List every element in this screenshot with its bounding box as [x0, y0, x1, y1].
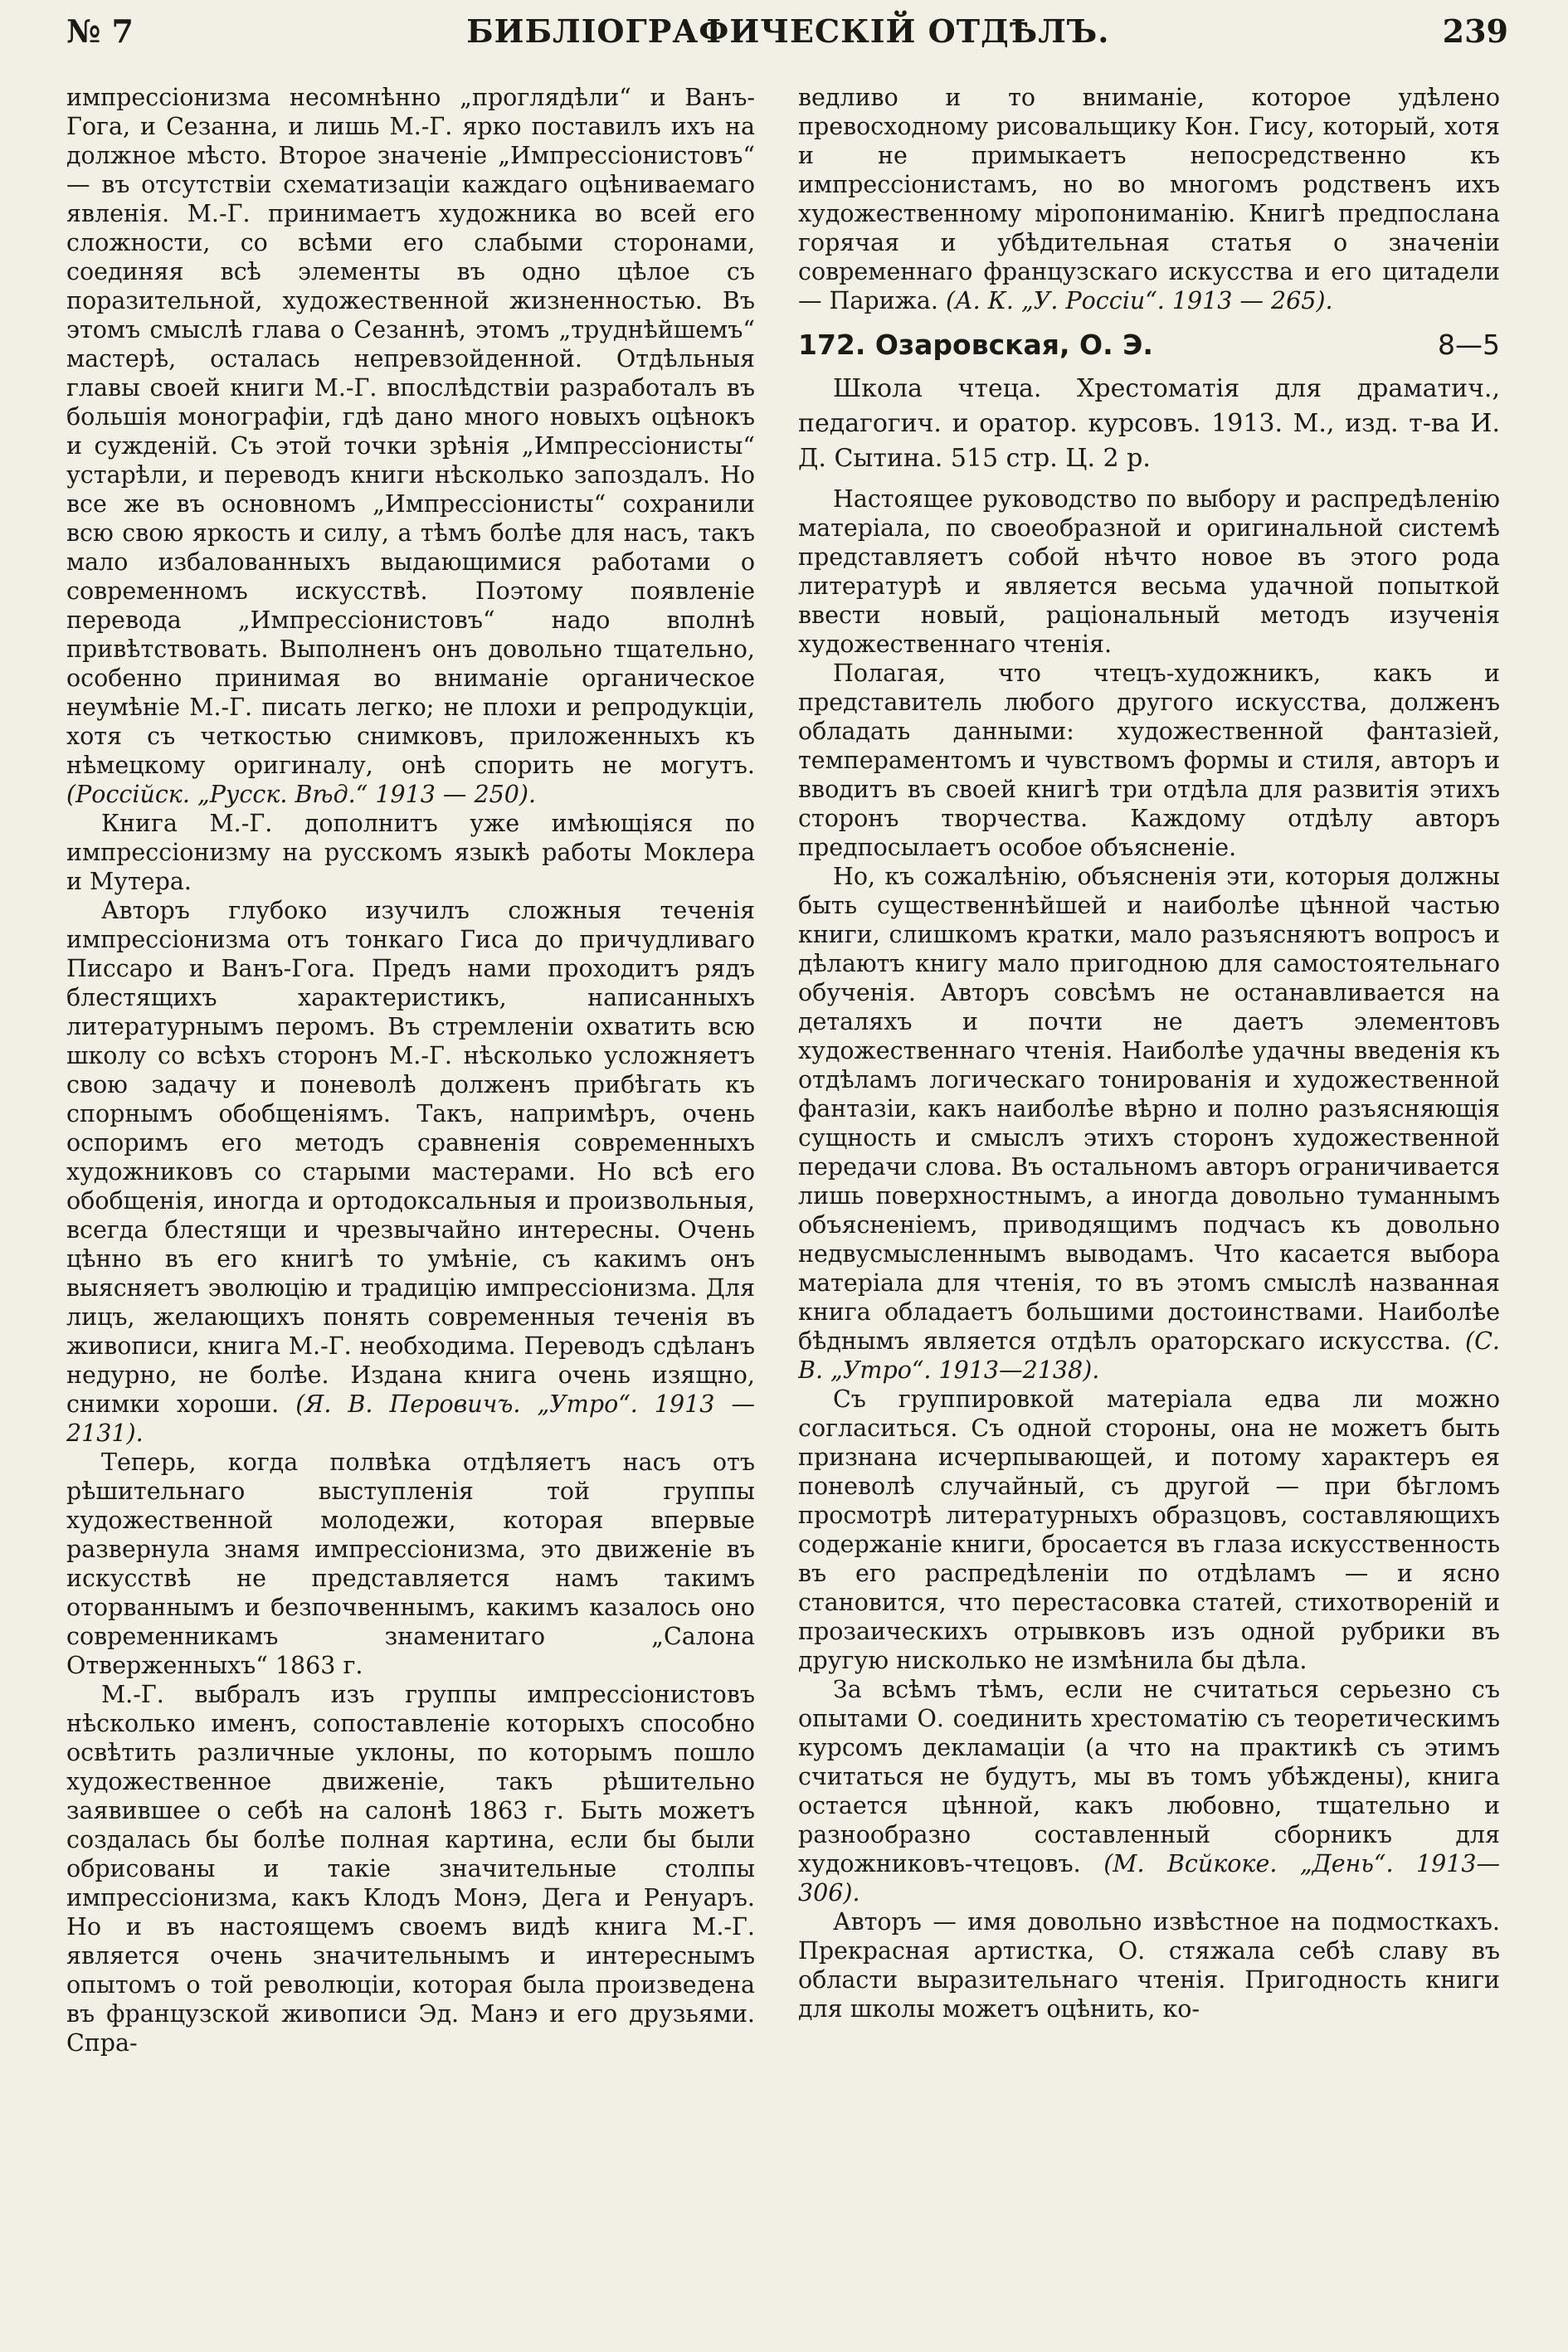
right-column [798, 83, 1500, 2327]
left-column [66, 83, 755, 2327]
section-title: БИБЛІОГРАФИЧЕСКІЙ ОТДѢЛЪ. [466, 12, 1110, 50]
entry-heading [798, 327, 1500, 363]
paragraph: ведливо и то вниманіе, которое удѣлено превосходному рисовальщику Кон. Гису, который, хотя и не примыкаетъ непосредственно къ импрессіонистамъ, но во многомъ родственъ ихъ художественному міропониманію. Книгѣ предпослана горячая и убѣдительная статья о значеніи современнаго французскаго искусства и его цитадели — Парижа. (А. К. „У. Россіи“. 1913 — 265). [798, 84, 1500, 314]
paragraph: Книга М.-Г. дополнитъ уже имѣющіяся по импрессіонизму на русскомъ языкѣ работы Моклера и Мутера. [66, 810, 755, 895]
paragraph: Но, къ сожалѣнію, объясненія эти, которыя должны быть существеннѣйшей и наиболѣе цѣнной частью книги, слишкомъ кратки, мало разъясняютъ вопросъ и дѣлаютъ книгу мало пригодною для самостоятельнаго обученія. Авторъ совсѣмъ не останавливается на деталяхъ и почти не даетъ элементовъ художественнаго чтенія. Наиболѣе удачны введенія къ отдѣламъ логическаго тонированія и художественной фантазіи, какъ наиболѣе вѣрно и полно разъясняющія сущность и смыслъ этихъ сторонъ художественной передачи слова. Въ остальномъ авторъ ограничивается лишь поверхностнымъ, а иногда довольно туманнымъ объясненіемъ, приводящимъ подчасъ къ довольно недвусмысленнымъ выводамъ. Что касается выбора матеріала для чтенія, то въ этомъ смыслѣ названная книга обладаетъ большими достоинствами. Наиболѣе бѣднымъ является отдѣлъ ораторскаго искусства. (С. В. „Утро“. 1913—2138). [798, 863, 1500, 1384]
review-source: (А. К. „У. Россіи“. 1913 — 265). [945, 287, 1333, 314]
review-source: (С. В. „Утро“. 1913—2138). [798, 1327, 1500, 1384]
page-number: 239 [1442, 12, 1508, 50]
entry-code: 8—5 [1438, 329, 1500, 361]
paragraph: Теперь, когда полвѣка отдѣляетъ насъ отъ рѣшительнаго выступленія той группы художественной молодежи, которая впервые развернула знамя импрессіонизма, это движеніе въ искусствѣ не представляется намъ такимъ оторваннымъ и безпочвеннымъ, какимъ казалось оно современникамъ знаменитаго „Салона Отверженныхъ“ 1863 г. [66, 1449, 755, 1679]
paragraph: М.-Г. выбралъ изъ группы импрессіонистовъ нѣсколько именъ, сопоставленіе которыхъ способно освѣтить различные уклоны, по которымъ пошло художественное движеніе, такъ рѣшительно заявившее о себѣ на салонѣ 1863 г. Быть можетъ создалась бы болѣе полная картина, если бы были обрисованы и такіе значительные столпы импрессіонизма, какъ Клодъ Монэ, Дега и Ренуаръ. Но и въ настоящемъ своемъ видѣ книга М.-Г. является очень значительнымъ и интереснымъ опытомъ о той революціи, которая была произведена въ французской живописи Эд. Манэ и его друзьями. Спра- [66, 1681, 755, 2057]
review-source: (Россійск. „Русск. Вѣд.“ 1913 — 250). [66, 781, 537, 808]
paragraph: Авторъ — имя довольно извѣстное на подмосткахъ. Прекрасная артистка, О. стяжала себѣ славу въ области выразительнаго чтенія. Пригодность книги для школы можетъ оцѣнить, ко- [798, 1908, 1500, 2023]
paragraph: За всѣмъ тѣмъ, если не считаться серьезно съ опытами О. соединить хрестоматію съ теоретическимъ курсомъ декламаціи (а что на практикѣ съ этимъ считаться не будутъ, мы въ томъ убѣждены), книга остается цѣнной, какъ любовно, тщательно и разнообразно составленный сборникъ для художниковъ-чтецовъ. (М. Всйкоке. „День“. 1913—306). [798, 1676, 1500, 1906]
paragraph: Съ группировкой матеріала едва ли можно согласиться. Съ одной стороны, она не можетъ быть признана исчерпывающей, и потому характеръ ея поневолѣ случайный, съ другой — при бѣгломъ просмотрѣ литературныхъ образцовъ, составляющихъ содержаніе книги, бросается въ глаза искусственность въ его распредѣленіи по отдѣламъ — и ясно становится, что перестасовка статей, стихотвореній и прозаическихъ отрывковъ изъ одной рубрики въ другую нисколько не измѣнила бы дѣла. [798, 1385, 1500, 1674]
paragraph: импрессіонизма несомнѣнно „проглядѣли“ и Ванъ-Гога, и Сезанна, и лишь М.-Г. ярко поставилъ ихъ на должное мѣсто. Второе значеніе „Импрессіонистовъ“ — въ отсутствіи схематизаціи каждаго оцѣниваемаго явленія. М.-Г. принимаетъ художника во всей его сложности, со всѣми его слабыми сторонами, соединяя всѣ элементы въ одно цѣлое съ поразительной, художественной жизненностью. Въ этомъ смыслѣ глава о Сезаннѣ, этомъ „труднѣйшемъ“ мастерѣ, осталась непревзойденной. Отдѣльныя главы своей книги М.-Г. впослѣдствіи разработалъ въ большія монографіи, гдѣ дано много новыхъ оцѣнокъ и сужденій. Съ этой точки зрѣнія „Импрессіонисты“ устарѣли, и переводъ книги нѣсколько запоздалъ. Но все же въ основномъ „Импрессіонисты“ сохранили всю свою яркость и силу, а тѣмъ болѣе для насъ, такъ мало избалованныхъ выдающимися работами о современномъ искусствѣ. Поэтому появленіе перевода „Импрессіонистовъ“ надо вполнѣ привѣтствовать. Выполненъ онъ довольно тщательно, особенно принимая во вниманіе органическое неумѣніе М.-Г. писать легко; не плохи и репродукціи, хотя съ четкостью снимковъ, приложенныхъ къ нѣмецкому оригиналу, онѣ спорить не могутъ. (Россійск. „Русск. Вѣд.“ 1913 — 250). [66, 84, 755, 808]
paragraph: Полагая, что чтецъ-художникъ, какъ и представитель любого другого искусства, долженъ обладать данными: художественной фантазіей, темпераментомъ и чувствомъ формы и стиля, авторъ и вводитъ въ своей книгѣ три отдѣла для развитія этихъ сторонъ творчества. Каждому отдѣлу авторъ предпосылаетъ особое объясненіе. [798, 660, 1500, 861]
review-source: (Я. В. Перовичъ. „Утро“. 1913 — 2131). [66, 1390, 755, 1447]
running-header [66, 7, 1508, 55]
entry-author: 172. Озаровская, О. Э. [798, 329, 1153, 361]
review-source: (М. Всйкоке. „День“. 1913—306). [798, 1850, 1500, 1906]
entry-bibliography: Школа чтеца. Хрестоматія для драматич., педагогич. и оратор. курсовъ. 1913. М., изд. т-ва И. Д. Сытина. 515 стр. Ц. 2 р. [798, 374, 1500, 473]
paragraph: Настоящее руководство по выбору и распредѣленію матеріала, по своеобразной и оригинальной системѣ представляетъ собой нѣчто новое въ этого рода литературѣ и является весьма удачной попыткой ввести новый, раціональный методъ изученія художественнаго чтенія. [798, 485, 1500, 658]
paragraph: Авторъ глубоко изучилъ сложныя теченія импрессіонизма отъ тонкаго Гиса до причудливаго Писсаро и Ванъ-Гога. Предъ нами проходитъ рядъ блестящихъ характеристикъ, написанныхъ литературнымъ перомъ. Въ стремленіи охватить всю школу со всѣхъ сторонъ М.-Г. нѣсколько усложняетъ свою задачу и поневолѣ долженъ прибѣгать къ спорнымъ обобщеніямъ. Такъ, напримѣръ, очень оспоримъ его методъ сравненія современныхъ художниковъ со старыми мастерами. Но всѣ его обобщенія, иногда и ортодоксальныя и произвольныя, всегда блестящи и чрезвычайно интересны. Очень цѣнно въ его книгѣ то умѣніе, съ какимъ онъ выясняетъ эволюцію и традицію импрессіонизма. Для лицъ, желающихъ понять современныя теченія въ живописи, книга М.-Г. необходима. Переводъ сдѣланъ недурно, не болѣе. Издана книга очень изящно, снимки хороши. (Я. В. Перовичъ. „Утро“. 1913 — 2131). [66, 897, 755, 1447]
issue-number: № 7 [66, 12, 134, 50]
